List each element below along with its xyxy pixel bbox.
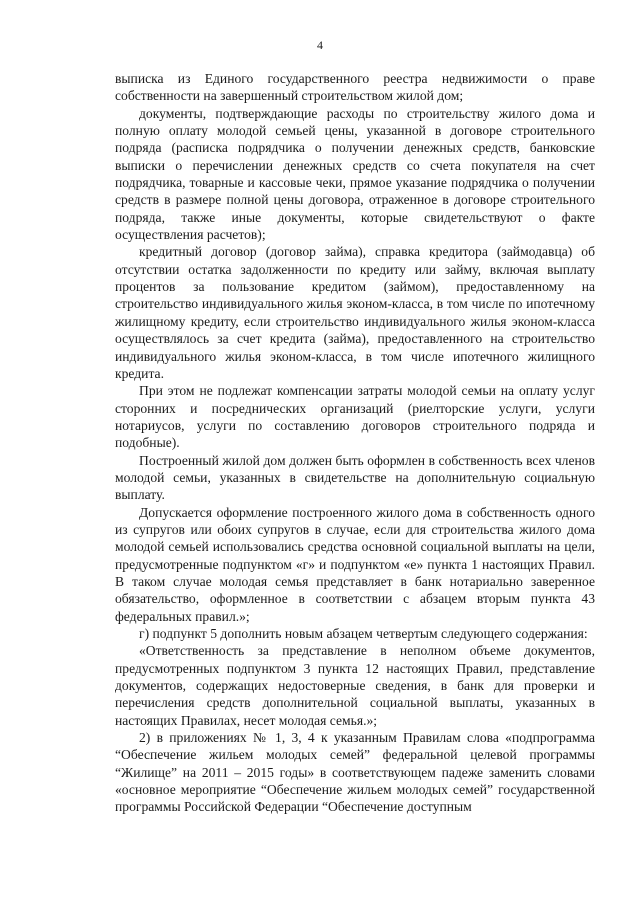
paragraph-appendices: 2) в приложениях № 1, 3, 4 к указанным Правилам слова «подпрограмма “Обеспечение жильем молодых семей” федеральной целевой программы “Жилище” на 2011 – 2015 годы» в соответствующем падеже заменить словами «основное мероприятие “Обеспечение жильем молодых семей” государственной программы Российской Федерации “Обеспечение доступным — [115, 730, 595, 815]
document-body — [115, 70, 595, 816]
paragraph-expense-documents: документы, подтверждающие расходы по строительству жилого дома и полную оплату молодой семьей цены, указанной в договоре строительного подряда (расписка подрядчика о получении денежных средств, банковские выписки о перечислении денежных средств со счета покупателя на счет подрядчика, товарные и кассовые чеки, прямое указание подрядчика о получении средств в размере полной цены договора, отраженное в договоре строительного подряда, также иные документы, которые свидетельствуют о факте осуществления расчетов); — [115, 105, 595, 243]
paragraph-subpoint-g: г) подпункт 5 дополнить новым абзацем четвертым следующего содержания: — [139, 626, 588, 641]
paragraph-spouse-ownership: Допускается оформление построенного жилого дома в собственность одного из супругов или обоих супругов в случае, если для строительства жилого дома молодой семьей использовались средства основной социальной выплаты на цели, предусмотренные подпунктом «г» и подпунктом «е» пункта 1 настоящих Правил. В таком случае молодая семья представляет в банк нотариально заверенное обязательство, оформленное в соответствии с абзацем вторым пункта 43 федеральных правил.»; — [115, 504, 595, 624]
paragraph-responsibility: «Ответственность за представление в неполном объеме документов, предусмотренных подпунктом 3 пункта 12 настоящих Правил, представление документов, содержащих недостоверные сведения, в банк для проверки и перечисления средств дополнительной социальной выплаты, указанных в настоящих Правилах, несет молодая семья.»; — [115, 643, 595, 728]
paragraph-extract-registry: выписка из Единого государственного реестра недвижимости о праве собственности на завершенный строительством жилой дом; — [115, 71, 595, 104]
page-number: 4 — [317, 38, 323, 52]
paragraph-ownership: Построенный жилой дом должен быть оформлен в собственность всех членов молодой семьи, указанных в свидетельстве на дополнительную социальную выплату. — [115, 452, 595, 503]
paragraph-no-compensation: При этом не подлежат компенсации затраты молодой семьи на оплату услуг сторонних и посреднических организаций (риелторские услуги, услуги нотариусов, услуги по составлению договоров строительного подряда и подобные). — [115, 383, 595, 451]
paragraph-credit-agreement: кредитный договор (договор займа), справка кредитора (займодавца) об отсутствии остатка задолженности по кредиту или займу, включая выплату процентов за пользование кредитом (займом), предоставленному на строительство индивидуального жилья эконом-класса, в том числе по ипотечному жилищному кредиту, если строительство индивидуального жилья эконом-класса осуществлялось за счет кредита (займа), предоставленного на строительство индивидуального жилья эконом-класса, в том числе ипотечного жилищного кредита. — [115, 244, 595, 381]
